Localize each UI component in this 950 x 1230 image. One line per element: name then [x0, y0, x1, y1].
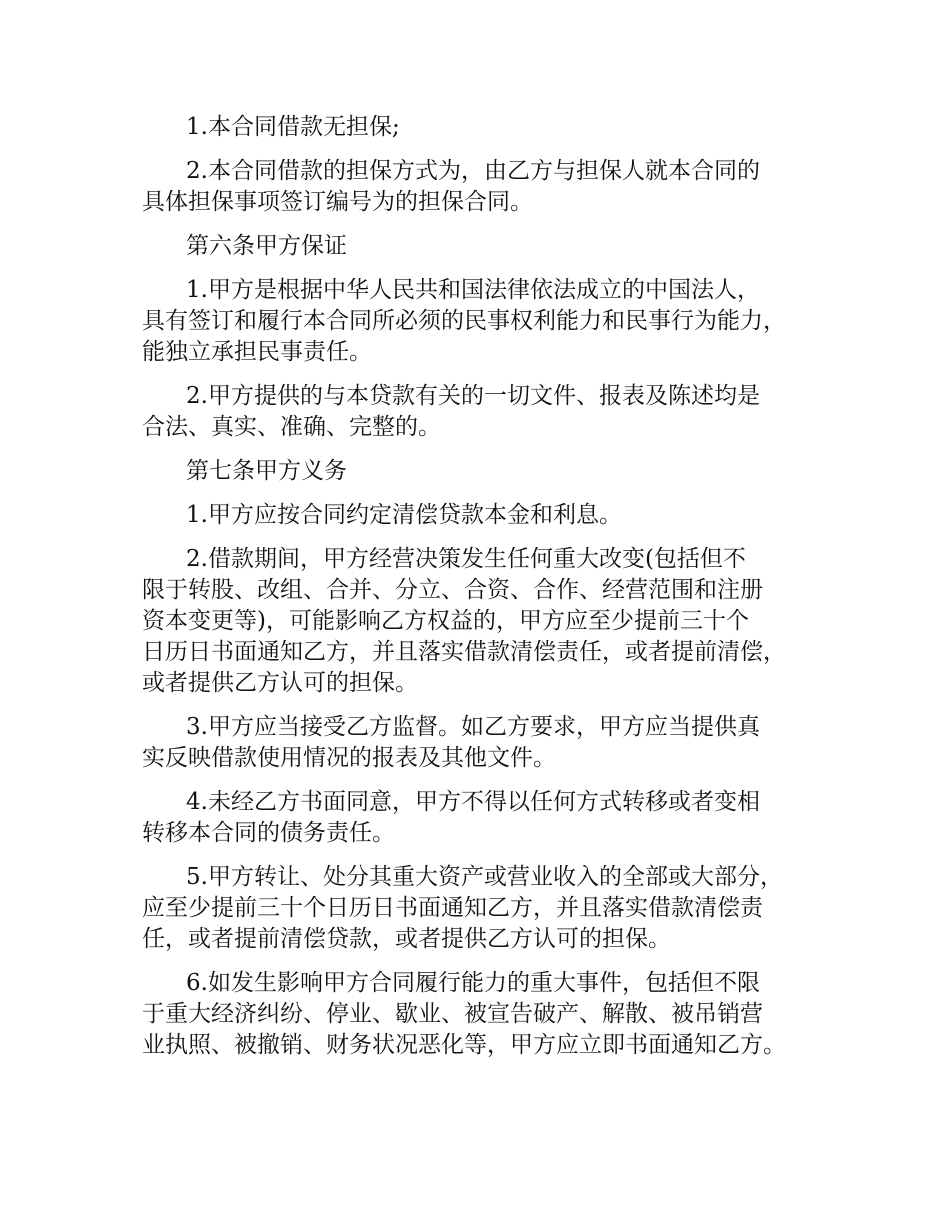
text-line: 第六条甲方保证 [186, 233, 347, 259]
text-line: 2.本合同借款的担保方式为，由乙方与担保人就本合同的 [186, 158, 760, 184]
text-line: 具有签订和履行本合同所必须的民事权利能力和民事行为能力， [142, 308, 786, 334]
text-line: 任，或者提前清偿贷款，或者提供乙方认可的担保。 [142, 926, 671, 952]
paragraph-repay-principal [142, 500, 842, 531]
text-line: 或者提供乙方认可的担保。 [142, 670, 418, 696]
text-line: 4.未经乙方书面同意，甲方不得以任何方式转移或者变相 [186, 789, 760, 815]
text-line: 1.本合同借款无担保; [186, 114, 400, 140]
text-line: 第七条甲方义务 [186, 458, 347, 484]
section-heading-article-6 [142, 231, 842, 262]
text-line: 业执照、被撤销、财务状况恶化等，甲方应立即书面通知乙方。 [142, 1032, 786, 1058]
paragraph-guarantee-method [142, 156, 842, 218]
section-heading-article-7 [142, 456, 842, 487]
text-line: 3.甲方应当接受乙方监督。如乙方要求，甲方应当提供真 [186, 714, 760, 740]
paragraph-major-changes [142, 544, 842, 699]
text-line: 具体担保事项签订编号为的担保合同。 [142, 189, 533, 215]
text-line: 于重大经济纠纷、停业、歇业、被宣告破产、解散、被吊销营 [142, 1001, 763, 1027]
text-line: 转移本合同的债务责任。 [142, 820, 395, 846]
text-line: 能独立承担民事责任。 [142, 339, 372, 365]
text-line: 6.如发生影响甲方合同履行能力的重大事件，包括但不限 [186, 970, 760, 996]
text-line: 实反映借款使用情况的报表及其他文件。 [142, 745, 556, 771]
paragraph-supervision [142, 712, 842, 774]
text-line: 1.甲方是根据中华人民共和国法律依法成立的中国法人， [186, 277, 760, 303]
text-line: 5.甲方转让、处分其重大资产或营业收入的全部或大部分， [186, 864, 783, 890]
text-line: 1.甲方应按合同约定清偿贷款本金和利息。 [186, 502, 622, 528]
paragraph-no-transfer [142, 787, 842, 849]
paragraph-major-events [142, 968, 842, 1061]
text-line: 限于转股、改组、合并、分立、合资、合作、经营范围和注册 [142, 577, 763, 603]
text-line: 2.甲方提供的与本贷款有关的一切文件、报表及陈述均是 [186, 383, 760, 409]
document-page [142, 112, 842, 1074]
text-line: 2.借款期间，甲方经营决策发生任何重大改变(包括但不 [186, 546, 746, 572]
paragraph-asset-disposal [142, 862, 842, 955]
text-line: 日历日书面通知乙方，并且落实借款清偿责任，或者提前清偿， [142, 639, 786, 665]
text-line: 应至少提前三十个日历日书面通知乙方，并且落实借款清偿责 [142, 895, 763, 921]
text-line: 合法、真实、准确、完整的。 [142, 414, 441, 440]
text-line: 资本变更等)，可能影响乙方权益的，甲方应至少提前三十个 [142, 608, 749, 634]
paragraph-no-guarantee [142, 112, 842, 143]
paragraph-party-a-legal-person [142, 275, 842, 368]
paragraph-documents-true [142, 381, 842, 443]
